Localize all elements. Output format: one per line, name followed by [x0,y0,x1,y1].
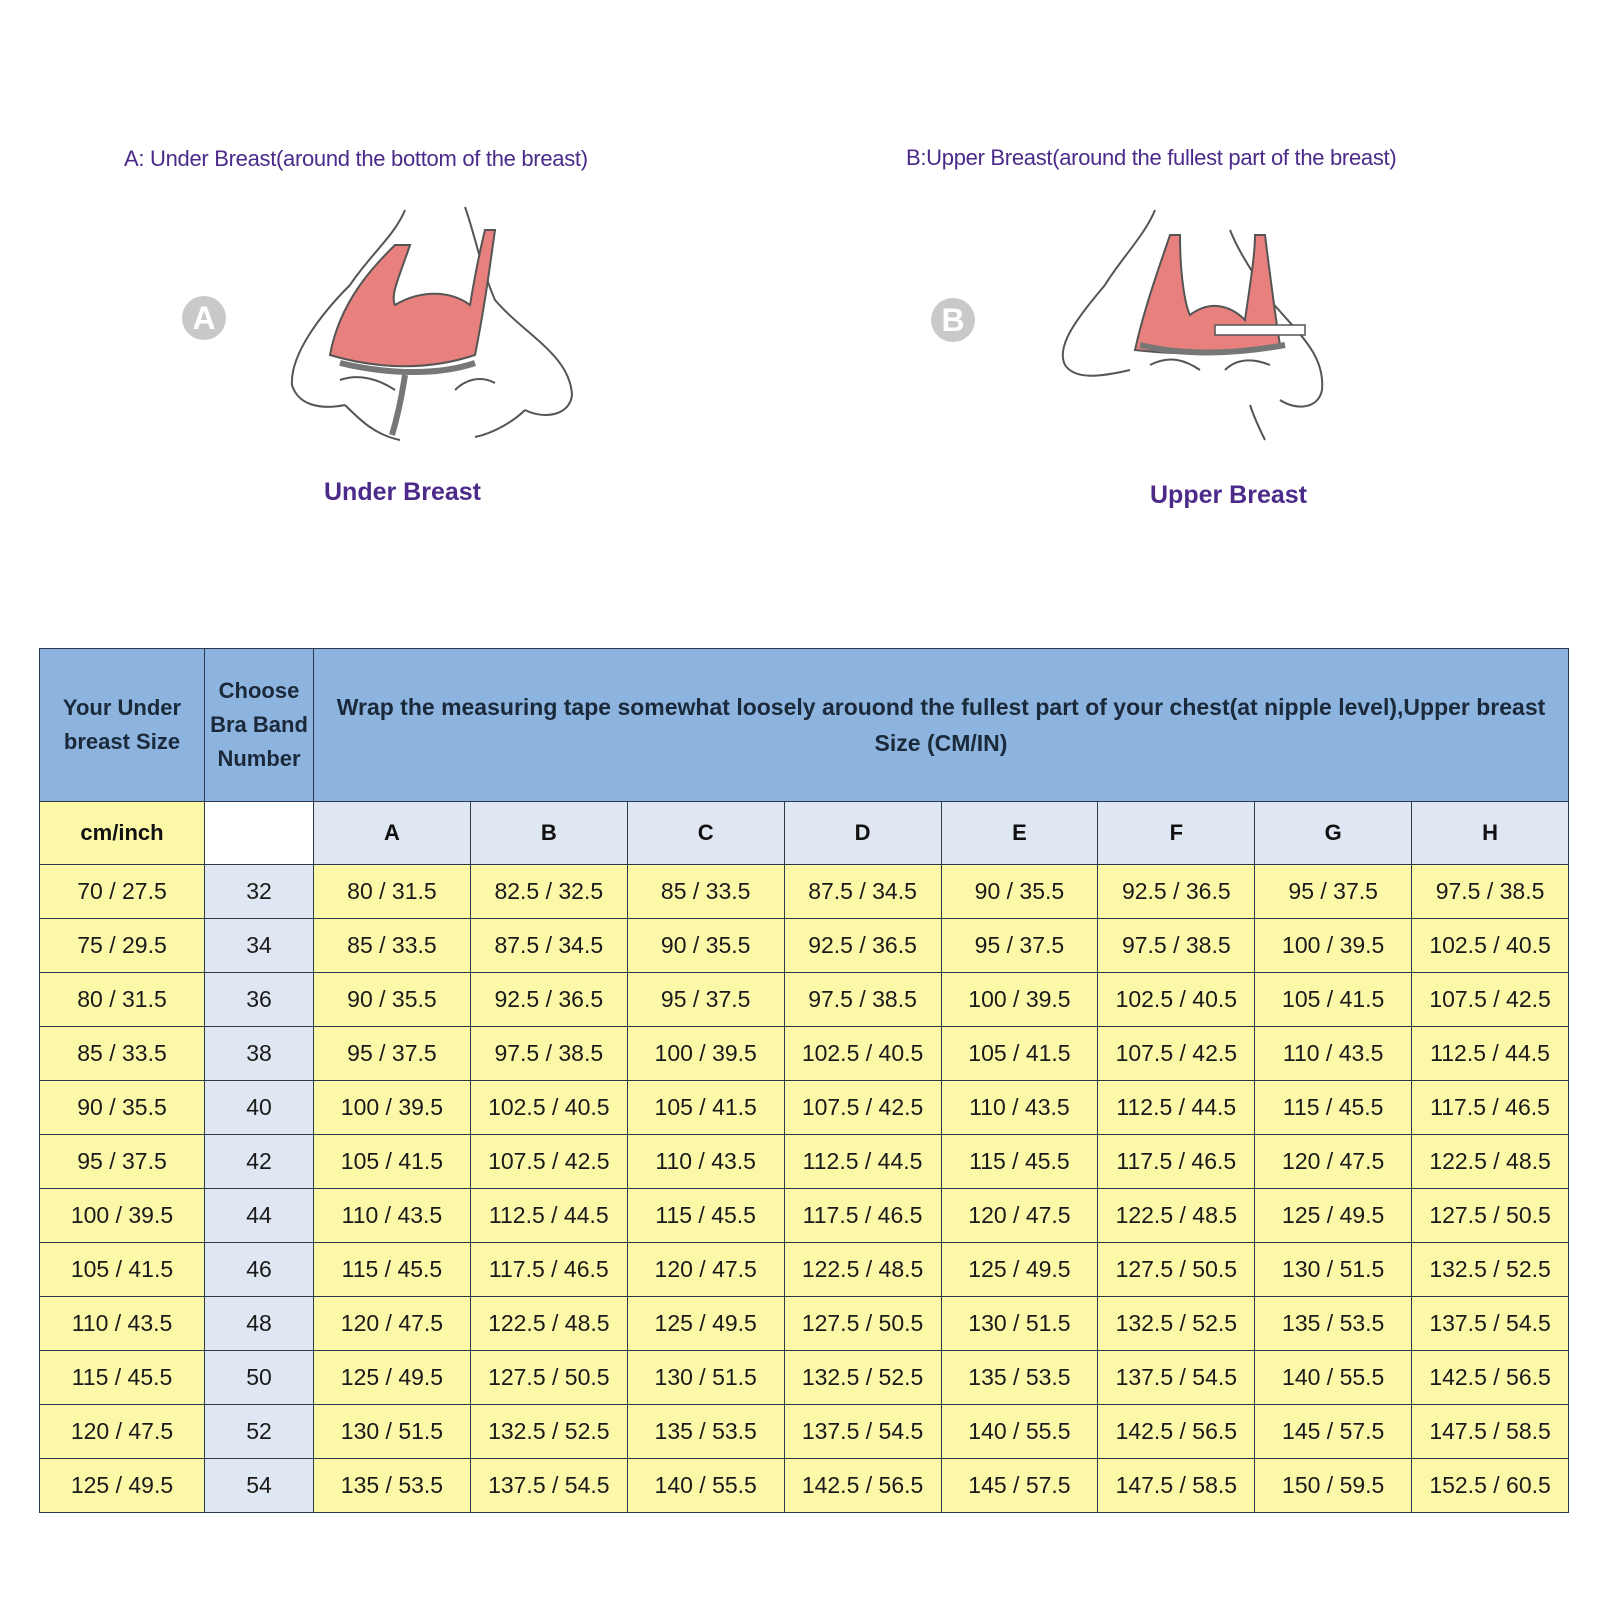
band-number-cell: 44 [205,1189,314,1243]
band-number-cell: 40 [205,1081,314,1135]
upper-breast-cell: 115 / 45.5 [314,1243,471,1297]
under-breast-cell: 125 / 49.5 [40,1459,205,1513]
upper-breast-cell: 117.5 / 46.5 [784,1189,941,1243]
upper-breast-cell: 122.5 / 48.5 [470,1297,627,1351]
table-row [40,1081,1569,1135]
upper-breast-cell: 125 / 49.5 [314,1351,471,1405]
band-number-cell: 38 [205,1027,314,1081]
under-breast-cell: 115 / 45.5 [40,1351,205,1405]
table-row [40,1405,1569,1459]
under-breast-illustration [280,205,600,455]
upper-breast-label: Upper Breast [1150,481,1307,509]
cup-header-g: G [1255,802,1412,865]
upper-breast-cell: 145 / 57.5 [941,1459,1098,1513]
upper-breast-cell: 142.5 / 56.5 [784,1459,941,1513]
upper-breast-cell: 110 / 43.5 [1255,1027,1412,1081]
under-breast-cell: 85 / 33.5 [40,1027,205,1081]
upper-breast-cell: 130 / 51.5 [314,1405,471,1459]
under-breast-cell: 75 / 29.5 [40,919,205,973]
upper-breast-cell: 112.5 / 44.5 [1412,1027,1569,1081]
upper-breast-cell: 80 / 31.5 [314,865,471,919]
band-number-cell: 36 [205,973,314,1027]
upper-breast-cell: 135 / 53.5 [627,1405,784,1459]
upper-breast-cell: 92.5 / 36.5 [1098,865,1255,919]
band-number-cell: 42 [205,1135,314,1189]
upper-breast-cell: 150 / 59.5 [1255,1459,1412,1513]
upper-breast-caption: B:Upper Breast(around the fullest part of the breast) [906,145,1397,170]
table-row [40,973,1569,1027]
upper-breast-cell: 122.5 / 48.5 [1412,1135,1569,1189]
upper-breast-cell: 147.5 / 58.5 [1098,1459,1255,1513]
upper-breast-cell: 135 / 53.5 [314,1459,471,1513]
upper-breast-cell: 97.5 / 38.5 [1412,865,1569,919]
blank-cell [205,802,314,865]
under-breast-cell: 70 / 27.5 [40,865,205,919]
upper-breast-cell: 100 / 39.5 [1255,919,1412,973]
upper-breast-cell: 95 / 37.5 [627,973,784,1027]
under-breast-header: Your Under breast Size [40,649,205,802]
band-number-cell: 34 [205,919,314,973]
upper-breast-cell: 112.5 / 44.5 [1098,1081,1255,1135]
upper-breast-cell: 102.5 / 40.5 [784,1027,941,1081]
band-number-header: Choose Bra Band Number [205,649,314,802]
upper-breast-cell: 137.5 / 54.5 [1412,1297,1569,1351]
upper-breast-cell: 120 / 47.5 [314,1297,471,1351]
upper-breast-cell: 137.5 / 54.5 [784,1405,941,1459]
upper-breast-cell: 120 / 47.5 [1255,1135,1412,1189]
under-breast-cell: 100 / 39.5 [40,1189,205,1243]
table-row [40,1189,1569,1243]
upper-breast-cell: 97.5 / 38.5 [784,973,941,1027]
upper-breast-cell: 92.5 / 36.5 [470,973,627,1027]
badge-b: B [931,298,975,342]
upper-breast-cell: 127.5 / 50.5 [470,1351,627,1405]
bra-size-table [39,648,1569,1513]
table-row [40,865,1569,919]
under-breast-cell: 95 / 37.5 [40,1135,205,1189]
upper-breast-cell: 120 / 47.5 [627,1243,784,1297]
badge-a: A [182,296,226,340]
band-number-cell: 48 [205,1297,314,1351]
cup-size-row [40,802,1569,865]
under-breast-cell: 80 / 31.5 [40,973,205,1027]
cup-header-f: F [1098,802,1255,865]
upper-breast-cell: 112.5 / 44.5 [470,1189,627,1243]
upper-breast-cell: 115 / 45.5 [627,1189,784,1243]
table-row [40,1027,1569,1081]
upper-breast-cell: 110 / 43.5 [941,1081,1098,1135]
band-number-cell: 46 [205,1243,314,1297]
upper-breast-cell: 82.5 / 32.5 [470,865,627,919]
upper-breast-cell: 112.5 / 44.5 [784,1135,941,1189]
upper-breast-cell: 152.5 / 60.5 [1412,1459,1569,1513]
table-row [40,1459,1569,1513]
upper-breast-cell: 90 / 35.5 [314,973,471,1027]
upper-breast-cell: 140 / 55.5 [941,1405,1098,1459]
upper-breast-cell: 145 / 57.5 [1255,1405,1412,1459]
band-number-cell: 52 [205,1405,314,1459]
table-row [40,919,1569,973]
upper-breast-cell: 97.5 / 38.5 [1098,919,1255,973]
upper-breast-cell: 130 / 51.5 [1255,1243,1412,1297]
under-breast-cell: 120 / 47.5 [40,1405,205,1459]
upper-breast-cell: 97.5 / 38.5 [470,1027,627,1081]
under-breast-cell: 105 / 41.5 [40,1243,205,1297]
band-number-cell: 54 [205,1459,314,1513]
upper-breast-cell: 137.5 / 54.5 [1098,1351,1255,1405]
upper-breast-cell: 132.5 / 52.5 [1098,1297,1255,1351]
upper-breast-cell: 142.5 / 56.5 [1098,1405,1255,1459]
cup-header-d: D [784,802,941,865]
upper-breast-cell: 105 / 41.5 [1255,973,1412,1027]
upper-breast-cell: 102.5 / 40.5 [1412,919,1569,973]
upper-breast-cell: 95 / 37.5 [941,919,1098,973]
cup-header-b: B [470,802,627,865]
upper-breast-cell: 125 / 49.5 [1255,1189,1412,1243]
table-row [40,1297,1569,1351]
upper-breast-cell: 132.5 / 52.5 [1412,1243,1569,1297]
upper-breast-cell: 85 / 33.5 [314,919,471,973]
upper-breast-cell: 127.5 / 50.5 [784,1297,941,1351]
table-row [40,1351,1569,1405]
upper-breast-cell: 125 / 49.5 [627,1297,784,1351]
upper-breast-cell: 107.5 / 42.5 [1412,973,1569,1027]
upper-breast-cell: 100 / 39.5 [314,1081,471,1135]
upper-breast-cell: 132.5 / 52.5 [470,1405,627,1459]
upper-breast-cell: 95 / 37.5 [314,1027,471,1081]
upper-breast-cell: 122.5 / 48.5 [1098,1189,1255,1243]
upper-breast-cell: 107.5 / 42.5 [1098,1027,1255,1081]
under-breast-cell: 90 / 35.5 [40,1081,205,1135]
upper-breast-cell: 100 / 39.5 [941,973,1098,1027]
upper-breast-cell: 87.5 / 34.5 [784,865,941,919]
under-breast-cell: 110 / 43.5 [40,1297,205,1351]
upper-breast-cell: 95 / 37.5 [1255,865,1412,919]
cup-header-c: C [627,802,784,865]
upper-breast-cell: 90 / 35.5 [627,919,784,973]
cup-header-a: A [314,802,471,865]
upper-breast-cell: 125 / 49.5 [941,1243,1098,1297]
band-number-cell: 32 [205,865,314,919]
upper-breast-cell: 127.5 / 50.5 [1098,1243,1255,1297]
upper-breast-cell: 115 / 45.5 [941,1135,1098,1189]
upper-breast-cell: 135 / 53.5 [941,1351,1098,1405]
upper-breast-illustration [1060,205,1380,455]
upper-breast-cell: 140 / 55.5 [1255,1351,1412,1405]
upper-breast-cell: 105 / 41.5 [314,1135,471,1189]
instruction-header: Wrap the measuring tape somewhat loosely arouond the fullest part of your chest(at nipple level),Upper breast Size (CM/IN) [314,649,1569,802]
under-breast-label: Under Breast [324,478,481,506]
upper-breast-cell: 147.5 / 58.5 [1412,1405,1569,1459]
upper-breast-cell: 122.5 / 48.5 [784,1243,941,1297]
under-breast-caption: A: Under Breast(around the bottom of the breast) [124,146,588,171]
unit-label: cm/inch [40,802,205,865]
upper-breast-cell: 142.5 / 56.5 [1412,1351,1569,1405]
upper-breast-cell: 110 / 43.5 [314,1189,471,1243]
upper-breast-cell: 107.5 / 42.5 [470,1135,627,1189]
upper-breast-cell: 87.5 / 34.5 [470,919,627,973]
upper-breast-cell: 130 / 51.5 [941,1297,1098,1351]
upper-breast-cell: 85 / 33.5 [627,865,784,919]
cup-header-h: H [1412,802,1569,865]
upper-breast-cell: 100 / 39.5 [627,1027,784,1081]
upper-breast-cell: 137.5 / 54.5 [470,1459,627,1513]
upper-breast-cell: 102.5 / 40.5 [470,1081,627,1135]
upper-breast-cell: 90 / 35.5 [941,865,1098,919]
upper-breast-cell: 132.5 / 52.5 [784,1351,941,1405]
table-body [40,865,1569,1513]
table-row [40,1135,1569,1189]
upper-breast-cell: 120 / 47.5 [941,1189,1098,1243]
upper-breast-cell: 127.5 / 50.5 [1412,1189,1569,1243]
upper-breast-cell: 135 / 53.5 [1255,1297,1412,1351]
upper-breast-cell: 107.5 / 42.5 [784,1081,941,1135]
cup-header-e: E [941,802,1098,865]
upper-breast-cell: 105 / 41.5 [941,1027,1098,1081]
upper-breast-cell: 117.5 / 46.5 [1412,1081,1569,1135]
table-header-row [40,649,1569,802]
band-number-cell: 50 [205,1351,314,1405]
upper-breast-cell: 105 / 41.5 [627,1081,784,1135]
upper-breast-cell: 102.5 / 40.5 [1098,973,1255,1027]
upper-breast-cell: 110 / 43.5 [627,1135,784,1189]
upper-breast-cell: 115 / 45.5 [1255,1081,1412,1135]
upper-breast-cell: 117.5 / 46.5 [470,1243,627,1297]
upper-breast-cell: 130 / 51.5 [627,1351,784,1405]
upper-breast-cell: 140 / 55.5 [627,1459,784,1513]
upper-breast-cell: 92.5 / 36.5 [784,919,941,973]
table-row [40,1243,1569,1297]
upper-breast-cell: 117.5 / 46.5 [1098,1135,1255,1189]
